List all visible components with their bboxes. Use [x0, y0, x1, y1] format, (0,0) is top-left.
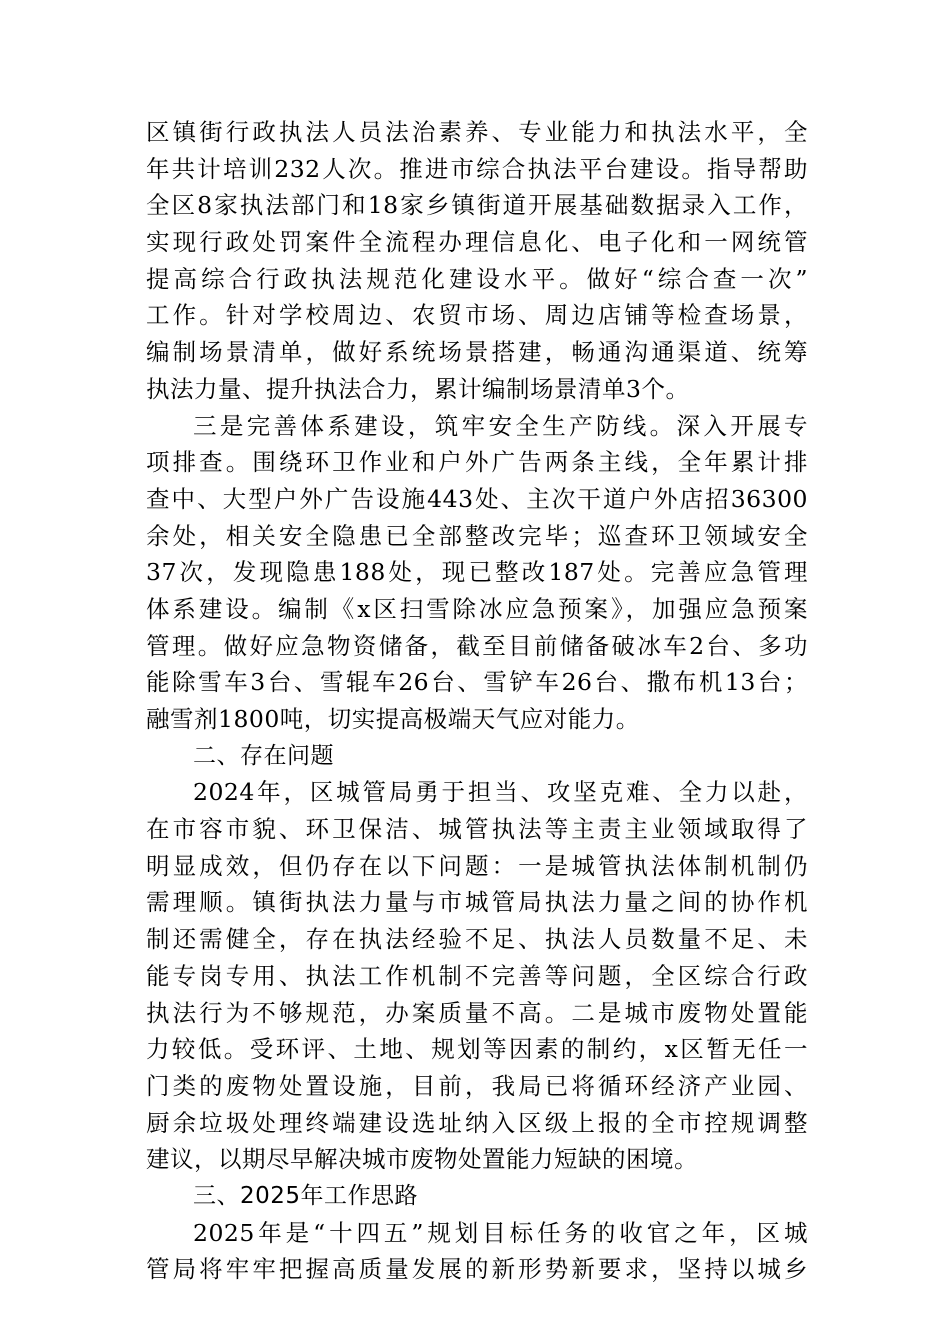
text-line: 明显成效，但仍存在以下问题：一是城管执法体制机制仍: [146, 851, 808, 880]
text-line: 三是完善体系建设，筑牢安全生产防线。深入开展专: [193, 411, 808, 440]
text-line: 2024年，区城管局勇于担当、攻坚克难、全力以赴，: [193, 778, 808, 807]
text-line: 管理。做好应急物资储备，截至目前储备破冰车2台、多功: [146, 631, 808, 660]
text-line: 37次，发现隐患188处，现已整改187处。完善应急管理: [146, 558, 808, 587]
text-line: 体系建设。编制《x区扫雪除冰应急预案》，加强应急预案: [146, 594, 808, 623]
paragraph-problems: [146, 774, 808, 1178]
text-line: 能专岗专用、执法工作机制不完善等问题，全区综合行政: [146, 961, 808, 990]
text-line: 融雪剂1800吨，切实提高极端天气应对能力。: [146, 705, 640, 733]
section-heading-plan: 三、2025年工作思路: [193, 1182, 419, 1209]
text-line: 在市容市貌、环卫保洁、城管执法等主责主业领域取得了: [146, 815, 808, 844]
text-line: 全区8家执法部门和18家乡镇街道开展基础数据录入工作，: [146, 191, 808, 220]
text-line: 查中、大型户外广告设施443处、主次干道户外店招36300: [146, 484, 808, 513]
text-line: 区镇街行政执法人员法治素养、专业能力和执法水平，全: [146, 118, 808, 146]
text-line: 余处，相关安全隐患已全部整改完毕；巡查环卫领域安全: [146, 521, 808, 550]
text-line: 力较低。受环评、土地、规划等因素的制约，x区暂无任一: [146, 1035, 808, 1064]
paragraph-training: [146, 114, 808, 408]
text-line: 工作。针对学校周边、农贸市场、周边店铺等检查场景，: [146, 301, 808, 330]
document-page: [146, 114, 808, 1288]
text-line: 提高综合行政执法规范化建设水平。做好“综合查一次”: [146, 264, 808, 293]
text-line: 厨余垃圾处理终端建设选址纳入区级上报的全市控规调整: [146, 1108, 808, 1137]
text-line: 编制场景清单，做好系统场景搭建，畅通沟通渠道、统筹: [146, 338, 808, 367]
section-heading-problems: 二、存在问题: [193, 742, 334, 769]
text-line: 2025年是“十四五”规划目标任务的收官之年，区城: [193, 1218, 808, 1247]
text-line: 执法行为不够规范，办案质量不高。二是城市废物处置能: [146, 998, 808, 1027]
text-line: 项排查。围绕环卫作业和户外广告两条主线，全年累计排: [146, 448, 808, 477]
paragraph-safety: [146, 408, 808, 738]
text-line: 执法力量、提升执法合力，累计编制场景清单3个。: [146, 374, 690, 403]
text-line: 管局将牢牢把握高质量发展的新形势新要求，坚持以城乡: [146, 1255, 808, 1284]
text-line: 制还需健全，存在执法经验不足、执法人员数量不足、未: [146, 925, 808, 954]
text-line: 需理顺。镇街执法力量与市城管局执法力量之间的协作机: [146, 888, 808, 917]
text-line: 门类的废物处置设施，目前，我局已将循环经济产业园、: [146, 1071, 808, 1100]
text-line: 能除雪车3台、雪辊车26台、雪铲车26台、撒布机13台；: [146, 668, 808, 697]
text-line: 建议，以期尽早解决城市废物处置能力短缺的困境。: [146, 1145, 698, 1174]
text-line: 年共计培训232人次。推进市综合执法平台建设。指导帮助: [146, 154, 808, 183]
text-line: 实现行政处罚案件全流程办理信息化、电子化和一网统管: [146, 228, 808, 257]
paragraph-plan: [146, 1215, 808, 1288]
